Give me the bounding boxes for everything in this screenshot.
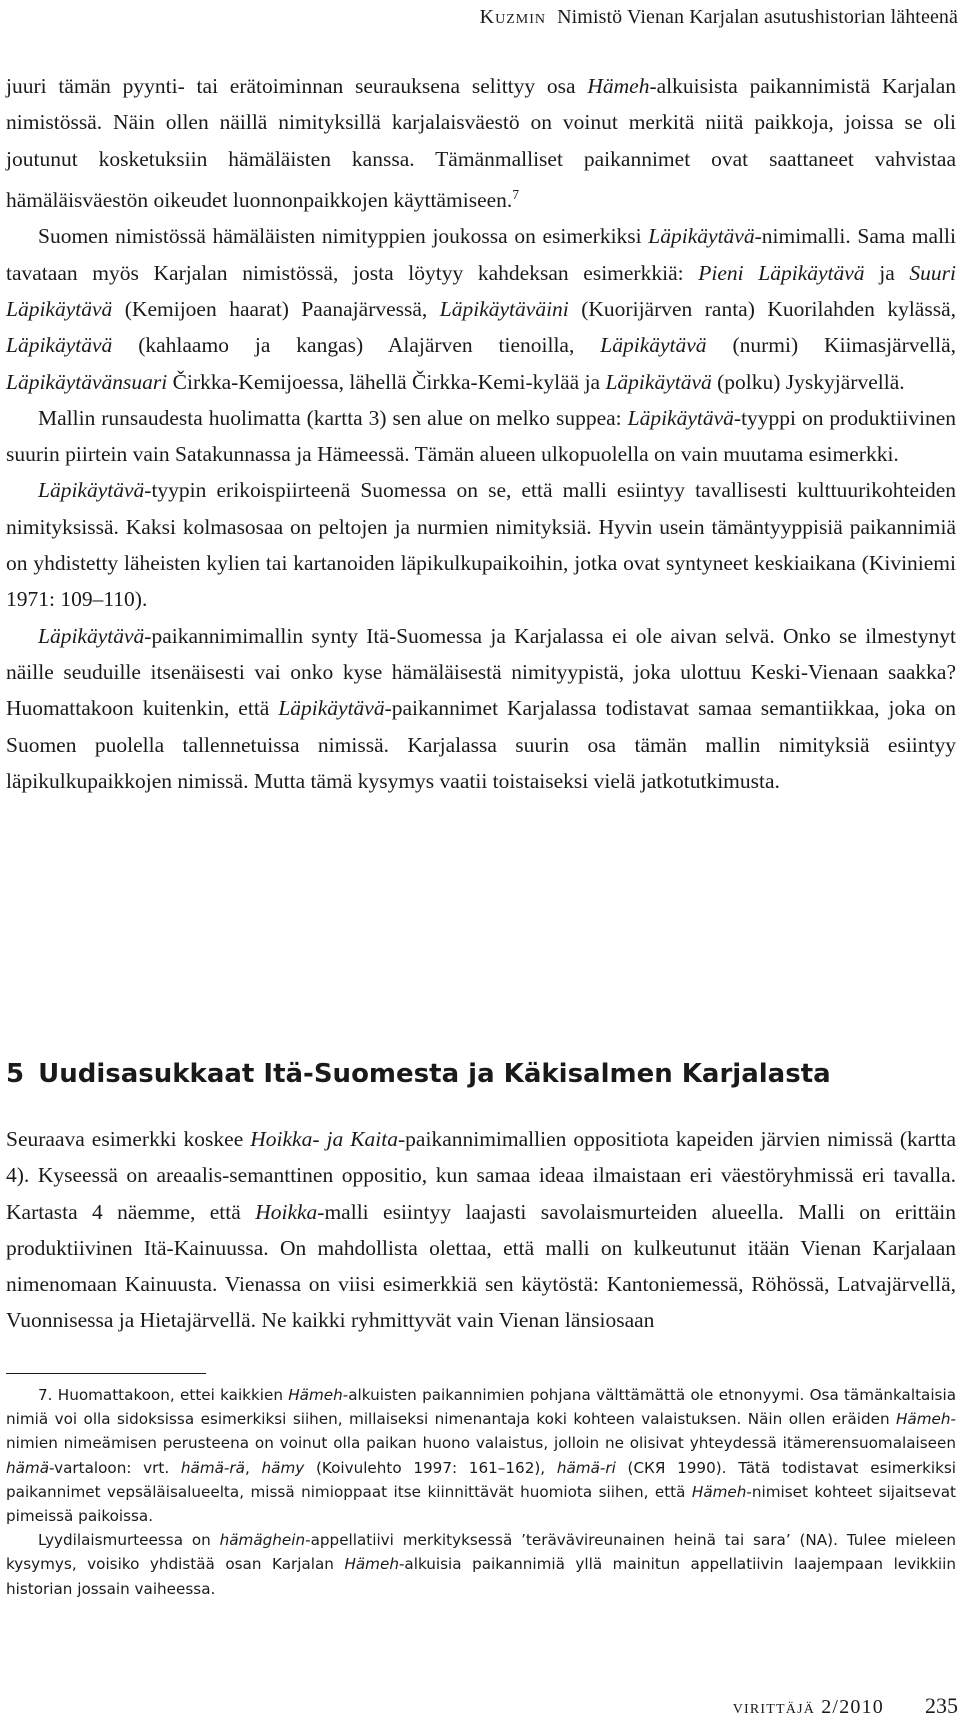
text-run: -tyypin erikoispiirteenä Suomessa on se, että malli esiintyy tavallisesti kulttuurikohteiden nimityksissä. Kaksi kolmasosaa on peltojen ja nurmien nimityksiä. Hyvin usein tämäntyyppisiä paikannimiä on yhdistetty läheisten kylien tai kartanoiden läpikulkupaikoihin, jotka ovat syntyneet keskiaikana (Kiviniemi 1971: 109–110). xyxy=(6,478,956,612)
emphasis: hämäghein xyxy=(219,1531,306,1550)
page-number: 235 xyxy=(925,1693,958,1718)
emphasis: Hämeh xyxy=(691,1482,747,1501)
emphasis: Läpikäytäväini xyxy=(439,296,569,321)
emphasis: Hämeh xyxy=(288,1386,343,1404)
text-run: -nimiset kohteet sijaitsevat pimeissä paikoissa. xyxy=(6,1482,956,1526)
emphasis: Läpikäytävä xyxy=(6,333,113,358)
footnotes xyxy=(6,1383,956,1601)
emphasis: Pieni Läpikäytävä xyxy=(698,260,865,285)
section-5 xyxy=(6,1057,956,1339)
text-run: -nimimalli. Sama malli tavataan myös Karjalan nimistössä, josta löytyy kahdeksan esimerkkiä: xyxy=(6,224,956,285)
header-author: Kuzmin xyxy=(479,6,546,28)
footnote-7-continuation xyxy=(6,1528,956,1601)
paragraph xyxy=(6,472,956,617)
emphasis: hämy xyxy=(261,1458,305,1477)
text-run: Mallin runsaudesta huolimatta (kartta 3) sen alue on melko suppea: xyxy=(38,405,628,430)
text-run: alkuisista paikannimistä Karjalan nimistössä. Näin ollen näillä nimityksillä karjalaisväestö on voinut merkitä niitä paikkoja, joissa se oli joutunut kosketuksiin hämäläisten kanssa. Tämänmalliset paikannimet ovat saattaneet vahvistaa hämäläisväestön oikeudet luonnonpaikkojen käyttämiseen. xyxy=(6,74,956,213)
text-run: Čirkka-Kemijoessa, lähellä Čirkka-Kemi-kylää ja xyxy=(167,369,606,394)
emphasis: hämä-rä xyxy=(180,1458,245,1477)
text-run: Suomen nimistössä hämäläisten nimityppien joukossa on esimerkiksi xyxy=(38,224,649,249)
emphasis: Läpikäytävä xyxy=(648,224,755,249)
text-run: -nimien nimeämisen perusteena on voinut olla paikan huono valaistus, jolloin ne olisivat yhteydessä itämerensuomalaiseen xyxy=(6,1410,956,1453)
text-run: Seuraava esimerkki koskee xyxy=(6,1127,251,1151)
footnote-reference: 7 xyxy=(512,186,519,202)
text-run: (kahlaamo ja kangas) Alajärven tienoilla, xyxy=(112,333,601,358)
running-header xyxy=(480,6,958,29)
emphasis: Hoikka- ja Kaita xyxy=(250,1127,399,1151)
footnote-7 xyxy=(6,1383,956,1528)
text-run: (Koivulehto 1997: 161–162), xyxy=(304,1458,557,1477)
text-run: (polku) Jyskyjärvellä. xyxy=(711,369,905,394)
text-run: ja xyxy=(864,260,910,285)
emphasis: Läpikäytävä xyxy=(627,405,734,430)
journal-name: virittäjä 2/2010 xyxy=(732,1696,884,1718)
text-run: juuri tämän pyynti- tai erätoiminnan seurauksena selittyy osa xyxy=(6,74,588,98)
text-run: Lyydilaismurteessa on xyxy=(38,1531,220,1550)
text-run: (nurmi) Kiimasjärvellä, xyxy=(706,333,956,358)
emphasis: Läpikäytävänsuari xyxy=(6,369,168,394)
section-title: Uudisasukkaat Itä-Suomesta ja Käkisalmen Karjalasta xyxy=(38,1059,831,1089)
text-run: -appellatiivi merkityksessä ’terävävireunainen heinä tai sara’ (NA). Tulee mieleen kysymys, voisiko yhdistää osan Karjalan xyxy=(6,1531,957,1574)
emphasis: Hämeh- xyxy=(587,74,657,98)
emphasis: Läpikäytävä xyxy=(38,623,145,648)
emphasis: hämä xyxy=(6,1458,50,1477)
paragraph xyxy=(6,68,956,218)
text-run: (Kuorijärven ranta) Kuorilahden kylässä, xyxy=(568,296,956,321)
emphasis: Hämeh xyxy=(344,1555,399,1574)
text-run: -paikannimimallien oppositiota kapeiden järvien nimissä (kartta 4). Kyseessä on areaalis-semanttinen oppositio, kun samaa ideaa ilmaistaan eri väestöryhmissä eri tavalla. Kartasta 4 näemme, että xyxy=(6,1127,956,1224)
text-run: -malli esiintyy laajasti savolaismurteiden alueella. Malli on erittäin produktiivinen Itä-Kainuussa. On mahdollista olettaa, että malli on kulkeutunut itään Vienan Karjalaan nimenomaan Kainuusta. Vienassa on viisi esimerkkiä sen käytöstä: Kantoniemessä, Röhössä, Latvajärvellä, Vuonnisessa ja Hietajärvellä. Ne kaikki ryhmittyvät vain Vienan länsiosaan xyxy=(6,1199,956,1333)
paragraph xyxy=(6,218,956,399)
emphasis: Läpikäytävä xyxy=(600,333,707,358)
article-body xyxy=(6,68,956,799)
text-run: -alkuisia paikannimiä yllä mainitun appellatiivin laajempaan levikkiin historian jossain vaiheessa. xyxy=(6,1555,956,1598)
emphasis: Läpikäytävä xyxy=(278,696,385,721)
emphasis: hämä-ri xyxy=(556,1458,616,1477)
emphasis: Suuri Läpikäytävä xyxy=(6,260,956,321)
text-run: , xyxy=(244,1458,262,1477)
text-run: (СКЯ 1990). Tätä todistavat esimerkiksi paikannimet vepsäläisalueelta, missä nimioppaat itse kiinnittävät huomiota siihen, että xyxy=(6,1458,957,1501)
text-run: -alkuisten paikannimien pohjana välttämättä ole etnonyymi. Osa tämänkaltaisia nimiä voi olla sidoksissa esimerkiksi siihen, millaiseksi nimenantaja koki kohteen valaistuksen. Näin ollen eräiden xyxy=(6,1386,957,1429)
page-footer xyxy=(733,1693,958,1719)
text-run: 7. Huomattakoon, ettei kaikkien xyxy=(38,1386,289,1404)
text-run: -paikannimimallin synty Itä-Suomessa ja Karjalassa ei ole aivan selvä. Onko se ilmestynyt näille seuduille itsenäisesti vai onko kyse hämäläisestä nimityypistä, joka ulottuu Keski-Vienaan saakka? Huomattakoon kuitenkin, että xyxy=(6,623,956,721)
section-heading xyxy=(6,1057,956,1091)
header-title: Nimistö Vienan Karjalan asutushistorian lähteenä xyxy=(557,6,958,28)
section-paragraph xyxy=(6,1121,956,1339)
text-run: -paikannimet Karjalassa todistavat samaa semantiikkaa, joka on Suomen puolella tallennetuissa nimissä. Karjalassa suurin osa tämän mallin nimityksiä esiintyy läpikulkupaikkojen nimissä. Mutta tämä kysymys vaatii toistaiseksi vielä jatkotutkimusta. xyxy=(6,696,957,793)
text-run: (Kemijoen haarat) Paanajärvessä, xyxy=(112,296,440,321)
paragraph xyxy=(6,618,956,799)
section-number: 5 xyxy=(6,1059,25,1089)
emphasis: Hämeh xyxy=(896,1410,951,1429)
emphasis: Läpikäytävä xyxy=(605,369,712,394)
text-run: -vartaloon: vrt. xyxy=(49,1458,181,1477)
emphasis: Hoikka xyxy=(255,1199,318,1224)
footnote-separator xyxy=(6,1373,206,1374)
paragraph xyxy=(6,400,956,473)
emphasis: Läpikäytävä xyxy=(38,478,145,503)
text-run: -tyyppi on produktiivinen suurin piirtein vain Satakunnassa ja Hämeessä. Tämän alueen ulkopuolella on vain muutama esimerkki. xyxy=(6,405,956,467)
